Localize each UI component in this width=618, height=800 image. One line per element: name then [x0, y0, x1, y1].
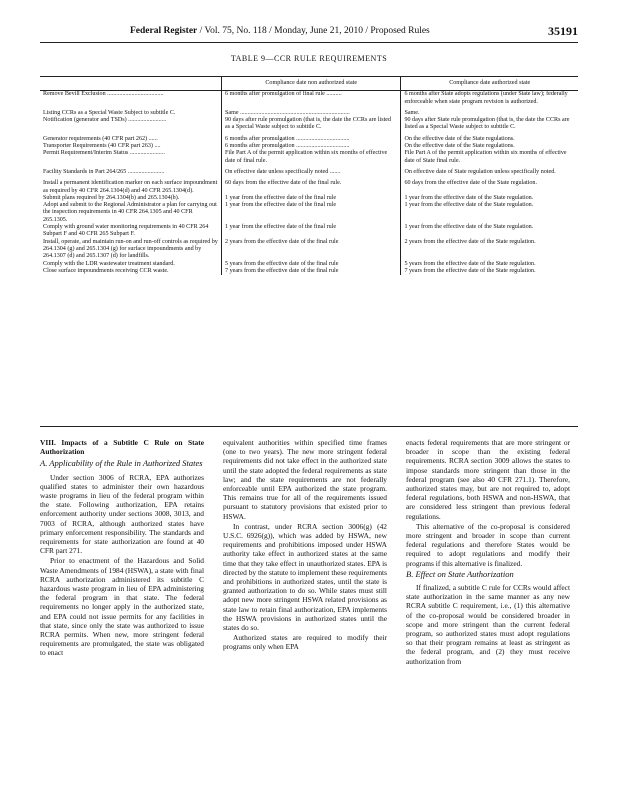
table-row [40, 169, 578, 176]
table-body [40, 91, 578, 275]
requirement-cell: Listing CCRs as a Special Waste Subject to subtitle C. [43, 109, 176, 116]
requirement-cell: Facility Standards in Part 264/265 ........................ [43, 168, 165, 175]
non-authorized-date-cell: 7 years from the effective date of the final rule [222, 268, 401, 275]
authorized-date-cell: 1 year from the effective date of the State regulation. [401, 202, 578, 224]
requirement-cell: Comply with the LDR wastewater treatment standard. [43, 260, 175, 267]
requirement-cell: Transporter Requirements (40 CFR part 263) .... [43, 143, 161, 150]
authorized-date-cell: On effective date of State regulation unless specifically noted. [401, 169, 578, 176]
authorized-date-cell: Same. [401, 110, 578, 117]
publication-name: Federal Register [130, 26, 198, 36]
requirement-cell: Install, operate, and maintain run-on and run-off controls as required by 264.1304 (g) and 265.1304 (g) for surface impoundments and by 264.1307 (d) and 265.1307 (d) for landfills. [43, 238, 218, 260]
paragraph: equivalent authorities within specified time frames (one to two years). The new more stringent federal requirements did not take effect in the authorized state until the state adopted the federal requirements as state law; and the state requirements are not federally enforceable until EPA authorized the state program. This remains true for all of the requirements issued pursuant to statutory provisions that existed prior to HSWA. [223, 438, 387, 521]
non-authorized-date-cell: On effective date unless specifically noted ....... [222, 169, 401, 176]
table-row [40, 91, 578, 106]
text-column-2 [223, 438, 387, 653]
authorized-date-cell: File Part A of the permit application within six months of effective date of State final rule. [401, 150, 578, 165]
table-row [40, 239, 578, 261]
requirement-cell: Generator requirements (40 CFR part 262) ...... [43, 135, 158, 142]
authorized-date-cell: 2 years from the effective date of the State regulation. [401, 239, 578, 261]
non-authorized-date-cell: 90 days after rule promulgation (that is, the date the CCRs are listed as a Special Waste subject to subtitle C. [222, 117, 401, 132]
authorized-date-cell: 1 year from the effective date of the State regulation. [401, 224, 578, 239]
authorized-date-cell: 5 years from the effective date of the State regulation. [401, 261, 578, 268]
page-number: 35191 [548, 24, 578, 38]
text-column-3 [406, 438, 570, 667]
subheading-b: B. Effect on State Authorization [406, 568, 514, 579]
table-row [40, 261, 578, 268]
header-requirement [40, 77, 222, 91]
table-row [40, 268, 578, 275]
table-row [40, 224, 578, 239]
paragraph: Prior to enactment of the Hazardous and Solid Waste Amendments of 1984 (HSWA), a state with final RCRA authorization administered its subtitle C hazardous waste program in lieu of EPA administering the federal program in that state. The federal requirements no longer apply in the authorized state, and EPA could not issue permits for any facilities in that state, since only the state was authorized to issue RCRA permits. When new, more stringent federal requirements are promulgated, the state was obligated to enact [40, 556, 204, 658]
ccr-requirements-table [40, 76, 578, 275]
header-authorized: Compliance date authorized state [401, 77, 578, 91]
requirement-cell: Submit plans required by 264.1304(b) and 265.1304(b). [43, 194, 180, 201]
non-authorized-date-cell: 1 year from the effective date of the final rule [222, 224, 401, 239]
paragraph: This alternative of the co-proposal is considered more stringent and broader in scope than current federal regulations and therefore States would be required to adopt regulations and modify their programs if this alternative is finalized. [406, 521, 570, 568]
non-authorized-date-cell: Same ........................................................................ [222, 110, 401, 117]
header-rule [40, 42, 578, 43]
paragraph: enacts federal requirements that are more stringent or broader in scope than the existing federal requirements. RCRA section 3009 allows the states to impose standards more stringent than those in the federal program (see also 40 CFR 271.1). Therefore, authorized states may, but are not required to, adopt federal regulations, both HSWA and non-HSWA, that are considered less stringent than previous federal regulations. [406, 438, 570, 521]
non-authorized-date-cell: 1 year from the effective date of the final rule [222, 202, 401, 224]
page-header [40, 26, 578, 40]
table-row [40, 150, 578, 165]
text-column-1 [40, 438, 204, 659]
paragraph: Under section 3006 of RCRA, EPA authorizes qualified states to administer their own hazardous waste programs in lieu of the federal program within the state. Following authorization, EPA retains enforcement authority under sections 3008, 3013, and 7003 of RCRA, although authorized states have primary enforcement responsibility. The standards and requirements for state authorization are found at 40 CFR part 271. [40, 472, 204, 556]
requirement-cell: Notification (generator and TSDs) ......................... [43, 117, 167, 124]
requirement-cell: Close surface impoundments receiving CCR waste. [43, 267, 169, 274]
non-authorized-date-cell: 60 days from the effective date of the final rule. [222, 180, 401, 195]
authorized-date-cell: 7 years from the effective date of the State regulation. [401, 268, 578, 275]
table-row [40, 136, 578, 143]
authorized-date-cell: 1 year from the effective date of the State regulation. [401, 195, 578, 202]
authorized-date-cell: 60 days from the effective date of the State regulation. [401, 180, 578, 195]
table-header-row [40, 77, 578, 91]
requirement-cell: Remove Bevill Exclusion ..................................... [43, 91, 164, 98]
non-authorized-date-cell: 6 months after promulgation ................................... [222, 143, 401, 150]
non-authorized-date-cell: 6 months after promulgation ................................... [222, 136, 401, 143]
non-authorized-date-cell: 6 months after promulgation of final rule .......... [222, 91, 401, 106]
header-non-authorized: Compliance date non authorized state [222, 77, 401, 91]
non-authorized-date-cell: File Part A of the permit application within six months of effective date of final rule. [222, 150, 401, 165]
authorized-date-cell: 90 days after State rule promulgation (that is, the date the CCRs are listed as a Special Waste subject to subtitle C. [401, 117, 578, 132]
requirement-cell: Comply with ground water monitoring requirements in 40 CFR 264 Subpart F and 40 CFR 265 Subpart F. [43, 224, 209, 238]
section-heading: VIII. Impacts of a Subtitle C Rule on State Authorization [40, 438, 204, 457]
authorized-date-cell: On the effective date of the State regulations. [401, 136, 578, 143]
non-authorized-date-cell: 2 years from the effective date of the final rule [222, 239, 401, 261]
table-bottom-rule [40, 426, 578, 427]
paragraph: In contrast, under RCRA section 3006(g) (42 U.S.C. 6926(g)), which was added by HSWA, new requirements and prohibitions imposed under HSWA authority take effect in authorized states at the same time that they take effect in unauthorized states. EPA is directed by the statute to implement these requirements and prohibitions in authorized states, until the state is granted authorization to do so. While states must still adopt new more stringent HSWA related provisions as state law to retain final authorization, EPA implements the HSWA provisions in authorized states until the states do so. [223, 521, 387, 633]
table-row [40, 202, 578, 224]
requirement-cell: Permit Requirement/Interim Status ....................... [43, 150, 165, 157]
non-authorized-date-cell: 5 years from the effective date of the final rule [222, 261, 401, 268]
authorized-date-cell: 6 months after State adopts regulations (under State law); federally enforceable when state program revision is authorized. [401, 91, 578, 106]
paragraph: Authorized states are required to modify their programs only when EPA [223, 633, 387, 652]
subheading-a: A. Applicability of the Rule in Authorized States [40, 458, 203, 469]
table-row [40, 117, 578, 132]
authorized-date-cell: On the effective date of the State regulations. [401, 143, 578, 150]
table-row [40, 180, 578, 195]
paragraph: If finalized, a subtitle C rule for CCRs would affect state authorization in the same manner as any new RCRA subtitle C requirement, i.e., (1) this alternative of the co-proposal would be considered broader in scope and more stringent than the current federal program, so authorized states must adopt regulations so that their program remains at least as stringent as the federal program, and (2) they must receive authorization from [406, 583, 570, 666]
requirement-cell: Adopt and submit to the Regional Administrator a plan for carrying out the inspection requirements in 40 CFR 264.1305 and 40 CFR 265.1305. [43, 202, 217, 223]
running-head [130, 26, 430, 36]
requirement-cell: Install a permanent identification marker on each surface impoundment as required by 40 CFR 264.1304(d) and 40 CFR 265.1304(d). [43, 180, 218, 194]
issue-info: / Vol. 75, No. 118 / Monday, June 21, 2010 / Proposed Rules [199, 26, 430, 36]
non-authorized-date-cell: 1 year from the effective date of the final rule [222, 195, 401, 202]
table-title: TABLE 9—CCR RULE REQUIREMENTS [230, 54, 388, 63]
